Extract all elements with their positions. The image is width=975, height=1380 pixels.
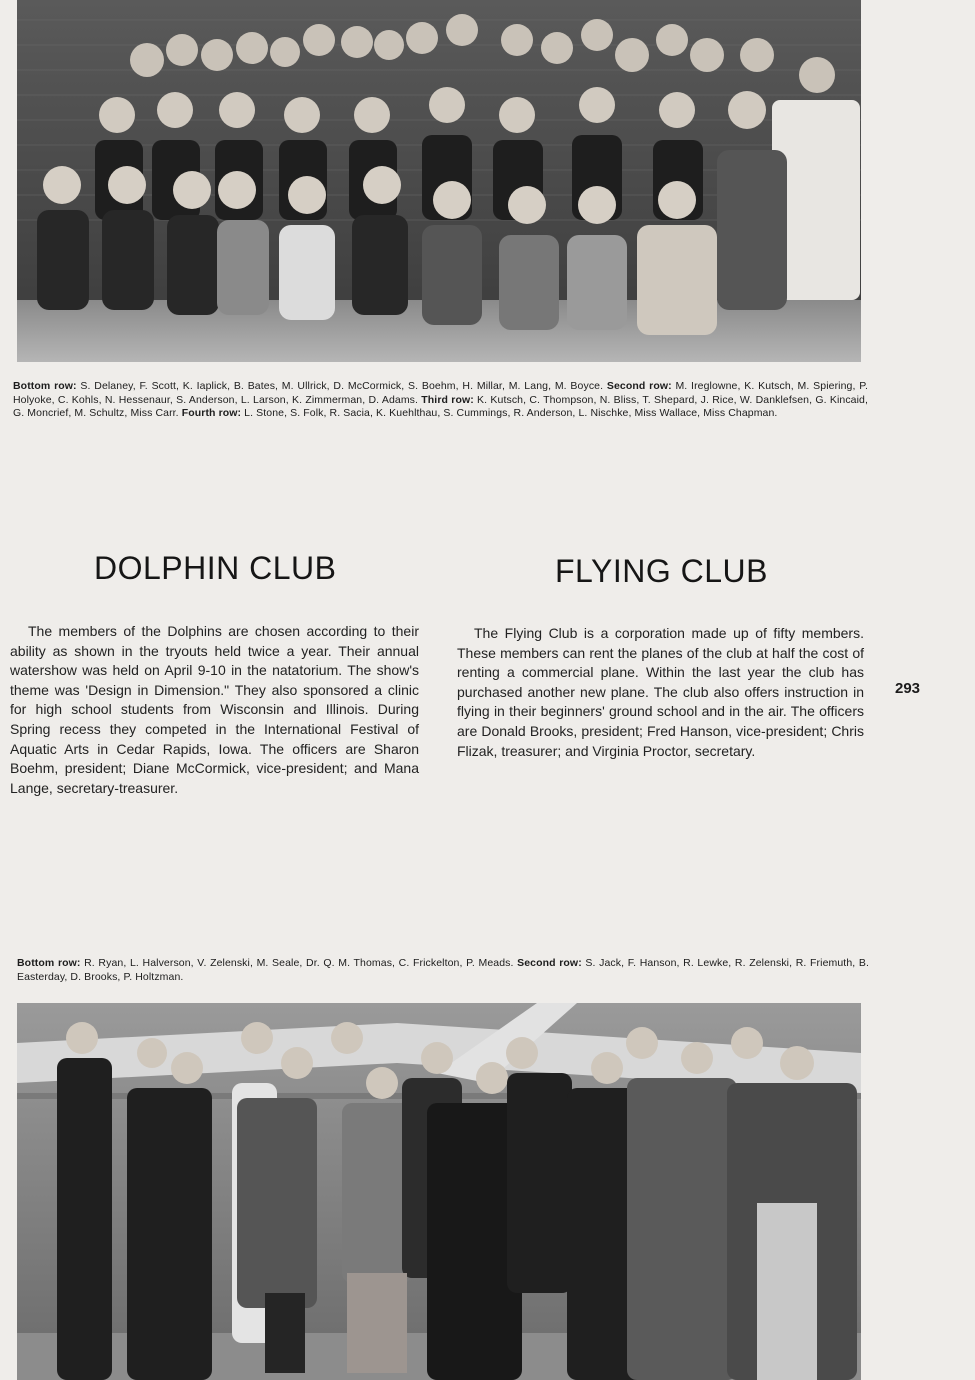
dolphin-club-photo <box>17 0 861 362</box>
caption-row-label: Second row: <box>606 380 672 392</box>
dolphin-photo-caption <box>13 380 868 421</box>
dolphin-club-heading: DOLPHIN CLUB <box>94 550 337 586</box>
flying-photo-caption <box>17 957 869 984</box>
caption-row-label: Bottom row: <box>17 957 81 969</box>
caption-row-names: M. Ireglowne, K. Kutsch, M. Spiering, P. Holyoke, C. Kohls, N. Hessenaur, S. Anderson, L. Larson, K. Zimmerman, D. Adams. <box>13 380 868 406</box>
caption-row-label: Third row: <box>421 393 474 406</box>
caption-row-names: R. Ryan, L. Halverson, V. Zelenski, M. Seale, Dr. Q. M. Thomas, C. Frickelton, P. Meads. <box>80 957 518 969</box>
caption-row-names: S. Jack, F. Hanson, R. Lewke, R. Zelenski, R. Friemuth, B. Easterday, D. Brooks, P. Holtzman. <box>17 957 869 983</box>
flying-photo-image <box>17 1003 861 1380</box>
dolphin-club-text: The members of the Dolphins are chosen according to their ability as shown in the tryouts held twice a year. Their annual watershow was held on April 9-10 in the natatorium. The show's theme was 'Design in Dimension." They also sponsored a clinic for high school students from Wisconsin and Illinois. During Spring recess they competed in the International Festival of Aquatic Arts in Cedar Rapids, Iowa. The officers are Sharon Boehm, president; Diane McCormick, vice-president; and Mana Lange, secretary-treasurer. <box>10 623 419 796</box>
flying-club-text: The Flying Club is a corporation made up of fifty members. These members can rent the planes of the club at half the cost of renting a commercial plane. Within the last year the club has purchased another new plane. The club also offers instruction in flying in their beginners' ground school and in the air. The officers are Donald Brooks, president; Fred Hanson, vice-president; Chris Flizak, treasurer; and Virginia Proctor, secretary. <box>457 625 864 759</box>
caption-row-label: Fourth row: <box>181 407 242 419</box>
page-number: 293 <box>895 680 921 697</box>
caption-row-names: S. Delaney, F. Scott, K. Iaplick, B. Bates, M. Ullrick, D. McCormick, S. Boehm, H. Millar, M. Lang, M. Boyce. <box>76 380 607 392</box>
caption-row-names: L. Stone, S. Folk, R. Sacia, K. Kuehlthau, S. Cummings, R. Anderson, L. Nischke, Miss Wallace, Miss Chapman. <box>241 407 778 419</box>
flying-club-heading: FLYING CLUB <box>555 553 768 589</box>
flying-club-photo <box>17 1003 861 1380</box>
caption-row-label: Second row: <box>517 957 582 969</box>
dolphin-photo-image <box>17 0 861 362</box>
caption-row-names: K. Kutsch, C. Thompson, N. Bliss, T. Shepard, J. Rice, W. Danklefsen, G. Kincaid, G. Moncrief, M. Schultz, Miss Carr. <box>13 393 869 419</box>
caption-row-label: Bottom row: <box>13 380 77 392</box>
